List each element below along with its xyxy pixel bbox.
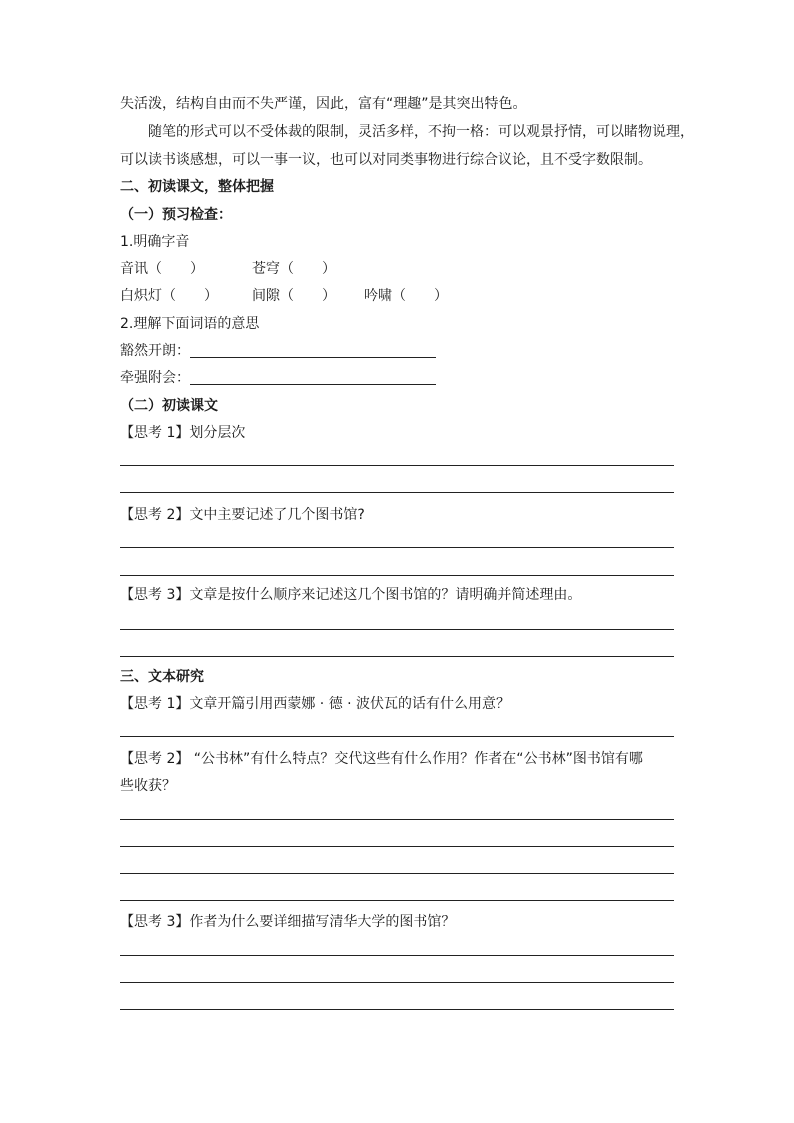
- section-heading-3: 三、文本研究: [120, 669, 204, 685]
- question-2-1: 【思考 1】划分层次: [120, 425, 246, 441]
- answer-line[interactable]: [120, 982, 674, 983]
- answer-line[interactable]: [120, 736, 674, 737]
- pinyin-item: 音讯（ ）: [120, 261, 204, 277]
- pinyin-item: 白炽灯（ ）: [120, 288, 218, 304]
- answer-line[interactable]: [120, 1009, 674, 1010]
- question-3-2: 【思考 2】 “公书林”有什么特点？交代这些有什么作用？作者在“公书林”图书馆有哪: [120, 751, 643, 767]
- question-2-2: 【思考 2】文中主要记述了几个图书馆?: [120, 507, 365, 523]
- item-word-meaning: 2.理解下面词语的意思: [120, 316, 260, 332]
- term-label: 牵强附会：: [120, 370, 190, 386]
- answer-line[interactable]: [120, 575, 674, 576]
- section-heading-2: 二、初读课文，整体把握: [120, 179, 274, 195]
- intro-line-3: 可以读书谈感想，可以一事一议，也可以对同类事物进行综合议论，且不受字数限制。: [120, 152, 652, 168]
- answer-line[interactable]: [120, 629, 674, 630]
- term-label: 豁然开朗：: [120, 343, 190, 359]
- intro-line-2: 随笔的形式可以不受体裁的限制，灵活多样，不拘一格：可以观景抒情，可以睹物说理，: [148, 124, 694, 140]
- answer-line[interactable]: [120, 873, 674, 874]
- question-3-3: 【思考 3】作者为什么要详细描写清华大学的图书馆？: [120, 914, 456, 930]
- pinyin-item: 间隙（ ）: [252, 288, 336, 304]
- question-3-2-cont: 些收获？: [120, 778, 176, 794]
- answer-line[interactable]: [120, 900, 674, 901]
- answer-line[interactable]: [120, 819, 674, 820]
- item-pronunciation: 1.明确字音: [120, 234, 190, 250]
- answer-line[interactable]: [120, 492, 674, 493]
- answer-line[interactable]: [190, 357, 436, 358]
- question-2-3: 【思考 3】文章是按什么顺序来记述这几个图书馆的？请明确并简述理由。: [120, 587, 582, 603]
- answer-line[interactable]: [120, 846, 674, 847]
- pinyin-item: 吟啸（ ）: [364, 288, 448, 304]
- answer-line[interactable]: [120, 465, 674, 466]
- answer-line[interactable]: [190, 384, 436, 385]
- subheading-preview-check: （一）预习检查：: [120, 207, 232, 223]
- subheading-first-reading: （二）初读课文: [120, 398, 218, 414]
- answer-line[interactable]: [120, 547, 674, 548]
- pinyin-item: 苍穹（ ）: [252, 261, 336, 277]
- intro-line-1: 失活泼，结构自由而不失严谨，因此，富有“理趣”是其突出特色。: [120, 96, 527, 112]
- answer-line[interactable]: [120, 955, 674, 956]
- question-3-1: 【思考 1】文章开篇引用西蒙娜 · 德 · 波伏瓦的话有什么用意？: [120, 696, 511, 712]
- answer-line[interactable]: [120, 656, 674, 657]
